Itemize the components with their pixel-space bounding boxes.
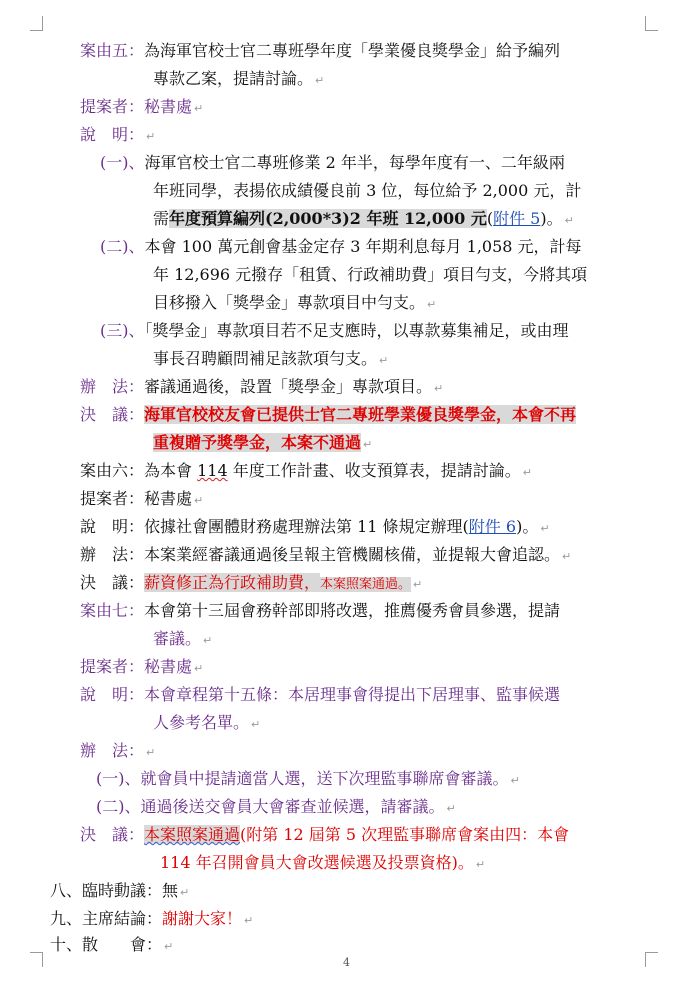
case7-handle-label-line (80, 740, 155, 762)
page-number: 4 (343, 956, 350, 969)
paragraph-mark-icon: ↵ (164, 940, 174, 953)
case5-item1-text-2: 年班同學，表揚依成績優良前 3 位，每位給予 2,000 元，計 (153, 181, 582, 200)
case5-item3-text-2: 事長召聘顧問補足該款項勻支。 (153, 349, 378, 368)
case6-title-text-b: 年度工作計畫、收支預算表，提請討論。 (227, 461, 521, 480)
case6-explain-label: 說 明： (80, 517, 145, 536)
case5-proposer-label: 提案者： (80, 97, 145, 116)
case7-explain (80, 684, 560, 706)
paragraph-mark-icon: ↵ (413, 578, 423, 591)
case5-title-cont (153, 68, 324, 90)
item8-label: 八、臨時動議： (50, 881, 163, 900)
case7-decide-text-b: (附第 12 屆第 5 次理監事聯席會案由四：本會 (240, 825, 570, 844)
case7-handle-label: 辦 法： (80, 741, 145, 760)
case7-decide-text-a: 本案照案通過 (144, 825, 241, 844)
case5-decide (80, 404, 576, 426)
case7-decide (80, 824, 569, 846)
case7-handle1-text: 就會員中提請適當人選，送下次理監事聯席會審議。 (140, 769, 509, 788)
case5-handle-text: 審議通過後，設置「獎學金」專款項目。 (144, 377, 433, 396)
paragraph-mark-icon: ↵ (203, 634, 213, 647)
attachment-5-link[interactable]: 附件 5 (493, 209, 541, 228)
case5-item2-line3 (153, 292, 436, 314)
paragraph-mark-icon: ↵ (446, 802, 456, 815)
case5-decide-label: 決 議： (80, 405, 145, 424)
item10-label: 十、散 會： (50, 935, 163, 954)
case6-handle-label: 辦 法： (80, 545, 145, 564)
case5-handle (80, 376, 443, 398)
case5-decide-cont (153, 432, 372, 454)
item9-label: 九、主席結論： (50, 909, 163, 928)
case6-explain (80, 516, 550, 538)
case5-budget-highlight: 年度預算編列(2,000*3)2 年班 12,000 元 (169, 209, 487, 228)
crop-mark-bottom-left (30, 952, 43, 967)
case7-handle2-label: (二)、 (96, 797, 141, 816)
item8-value: 無 (162, 881, 179, 900)
case7-proposer (80, 656, 203, 678)
case5-item1-line2 (153, 180, 581, 202)
case6-explain-text-b: )。 (516, 517, 539, 536)
case5-item3-text-1: 「獎學金」專款項目若不足支應時，以專款募集補足，或由理 (144, 321, 569, 340)
case5-title-text: 為海軍官校士官二專班學年度「學業優良獎學金」給予編列 (144, 41, 561, 60)
paragraph-mark-icon: ↵ (540, 522, 550, 535)
case5-item2-text-1: 本會 100 萬元創會基金定存 3 年期利息每月 1,058 元，計每 (144, 237, 582, 256)
paragraph-mark-icon: ↵ (427, 298, 437, 311)
case5-title-label: 案由五： (80, 41, 145, 60)
paragraph-mark-icon: ↵ (522, 466, 532, 479)
case7-proposer-label: 提案者： (80, 657, 145, 676)
case7-explain-text-1: 本會章程第十五條：本居理事會得提出下居理事、監事候選 (144, 685, 561, 704)
crop-mark-top-right (645, 16, 658, 31)
case6-title-label: 案由六： (80, 461, 145, 480)
paragraph-mark-icon: ↵ (510, 774, 520, 787)
paragraph-mark-icon: ↵ (194, 102, 204, 115)
case7-decide-text-c: 114 年召開會員大會改選候選及投票資格)。 (160, 853, 474, 872)
case7-title-label: 案由七： (80, 601, 145, 620)
case6-proposer (80, 488, 203, 510)
paragraph-mark-icon: ↵ (562, 550, 572, 563)
case5-item1-line1 (100, 152, 565, 174)
paragraph-mark-icon: ↵ (251, 718, 261, 731)
case5-title (80, 40, 560, 62)
paragraph-mark-icon: ↵ (434, 382, 444, 395)
paragraph-mark-icon: ↵ (564, 214, 574, 227)
paragraph-mark-icon: ↵ (475, 858, 486, 871)
case6-explain-text-a: 依據社會團體財務處理辦法第 11 條規定辦理( (144, 517, 469, 536)
attachment-6-link[interactable]: 附件 6 (468, 517, 517, 536)
paragraph-mark-icon: ↵ (379, 354, 389, 367)
case5-item2-text-3: 目移撥入「獎學金」專款項目中勻支。 (153, 293, 426, 312)
case6-decide (80, 572, 422, 594)
case5-item1-paren-open: ( (486, 209, 494, 228)
case7-proposer-value: 秘書處 (144, 657, 193, 676)
case7-explain-text-2: 人參考名單。 (153, 713, 250, 732)
case5-item2-line1 (100, 236, 582, 258)
case7-handle-item1 (96, 768, 520, 790)
crop-mark-bottom-right (645, 952, 658, 967)
item10-adjourn (50, 934, 173, 956)
case6-handle-text: 本案業經審議通過後呈報主管機關核備，並提報大會追認。 (144, 545, 561, 564)
case5-proposer-value: 秘書處 (144, 97, 193, 116)
case5-item2-line2 (153, 264, 587, 286)
case5-explain-label-line (80, 124, 155, 146)
case7-decide-label: 決 議： (80, 825, 145, 844)
paragraph-mark-icon: ↵ (146, 746, 156, 759)
case7-title-cont (153, 628, 212, 650)
case7-handle-item2 (96, 796, 456, 818)
case5-item1-label: (一)、 (100, 153, 145, 172)
case7-title-text-1: 本會第十三屆會務幹部即將改選，推薦優秀會員參選，提請 (144, 601, 561, 620)
case6-title-text-a: 為本會 (144, 461, 198, 480)
case5-item3-line2 (153, 348, 388, 370)
case5-item1-text-3a: 需 (153, 209, 170, 228)
case5-item2-label: (二)、 (100, 237, 145, 256)
case6-proposer-value: 秘書處 (144, 489, 193, 508)
case5-explain-label: 說 明： (80, 125, 145, 144)
case5-item3-label: (三)、 (100, 321, 145, 340)
paragraph-mark-icon: ↵ (363, 438, 373, 451)
case7-handle2-text: 通過後送交會員大會審查並候選，請審議。 (140, 797, 445, 816)
case5-item1-paren-close: )。 (540, 209, 563, 228)
case5-item2-text-2: 年 12,696 元撥存「租賃、行政補助費」項目勻支，今將其項 (153, 265, 588, 284)
case5-item1-line3 (153, 208, 574, 230)
case6-proposer-label: 提案者： (80, 489, 145, 508)
case5-decide-text-2: 重複贈予獎學金，本案不通過 (153, 433, 362, 452)
case7-explain-label: 說 明： (80, 685, 145, 704)
item8-extempore-motion (50, 880, 189, 902)
case5-item1-text-1: 海軍官校士官二專班修業 2 年半，每學年度有一、二年級兩 (144, 153, 565, 172)
case7-explain-cont (153, 712, 260, 734)
paragraph-mark-icon: ↵ (194, 494, 204, 507)
case6-decide-text-a: 薪資修正為行政補助費， (144, 573, 321, 592)
case6-decide-text-b: 本案照案通過。 (320, 577, 412, 592)
case5-item3-line1 (100, 320, 569, 342)
paragraph-mark-icon: ↵ (180, 886, 190, 899)
paragraph-mark-icon: ↵ (146, 130, 156, 143)
case7-decide-cont (160, 852, 485, 874)
case7-handle1-label: (一)、 (96, 769, 141, 788)
case7-title-text-2: 審議。 (153, 629, 202, 648)
case5-proposer (80, 96, 203, 118)
case6-title (80, 460, 532, 482)
case6-title-year: 114 (197, 461, 228, 480)
paragraph-mark-icon: ↵ (194, 662, 204, 675)
crop-mark-top-left (30, 16, 43, 31)
case5-decide-text-1: 海軍官校校友會已提供士官二專班學業優良獎學金，本會不再 (144, 405, 577, 424)
paragraph-mark-icon: ↵ (244, 914, 254, 927)
item9-chair-conclusion (50, 908, 253, 930)
paragraph-mark-icon: ↵ (315, 74, 325, 87)
case7-title (80, 600, 560, 622)
case6-handle (80, 544, 571, 566)
case6-decide-label: 決 議： (80, 573, 145, 592)
case5-title-text-2: 專款乙案，提請討論。 (153, 69, 314, 88)
item9-value: 謝謝大家！ (162, 909, 243, 928)
case5-handle-label: 辦 法： (80, 377, 145, 396)
